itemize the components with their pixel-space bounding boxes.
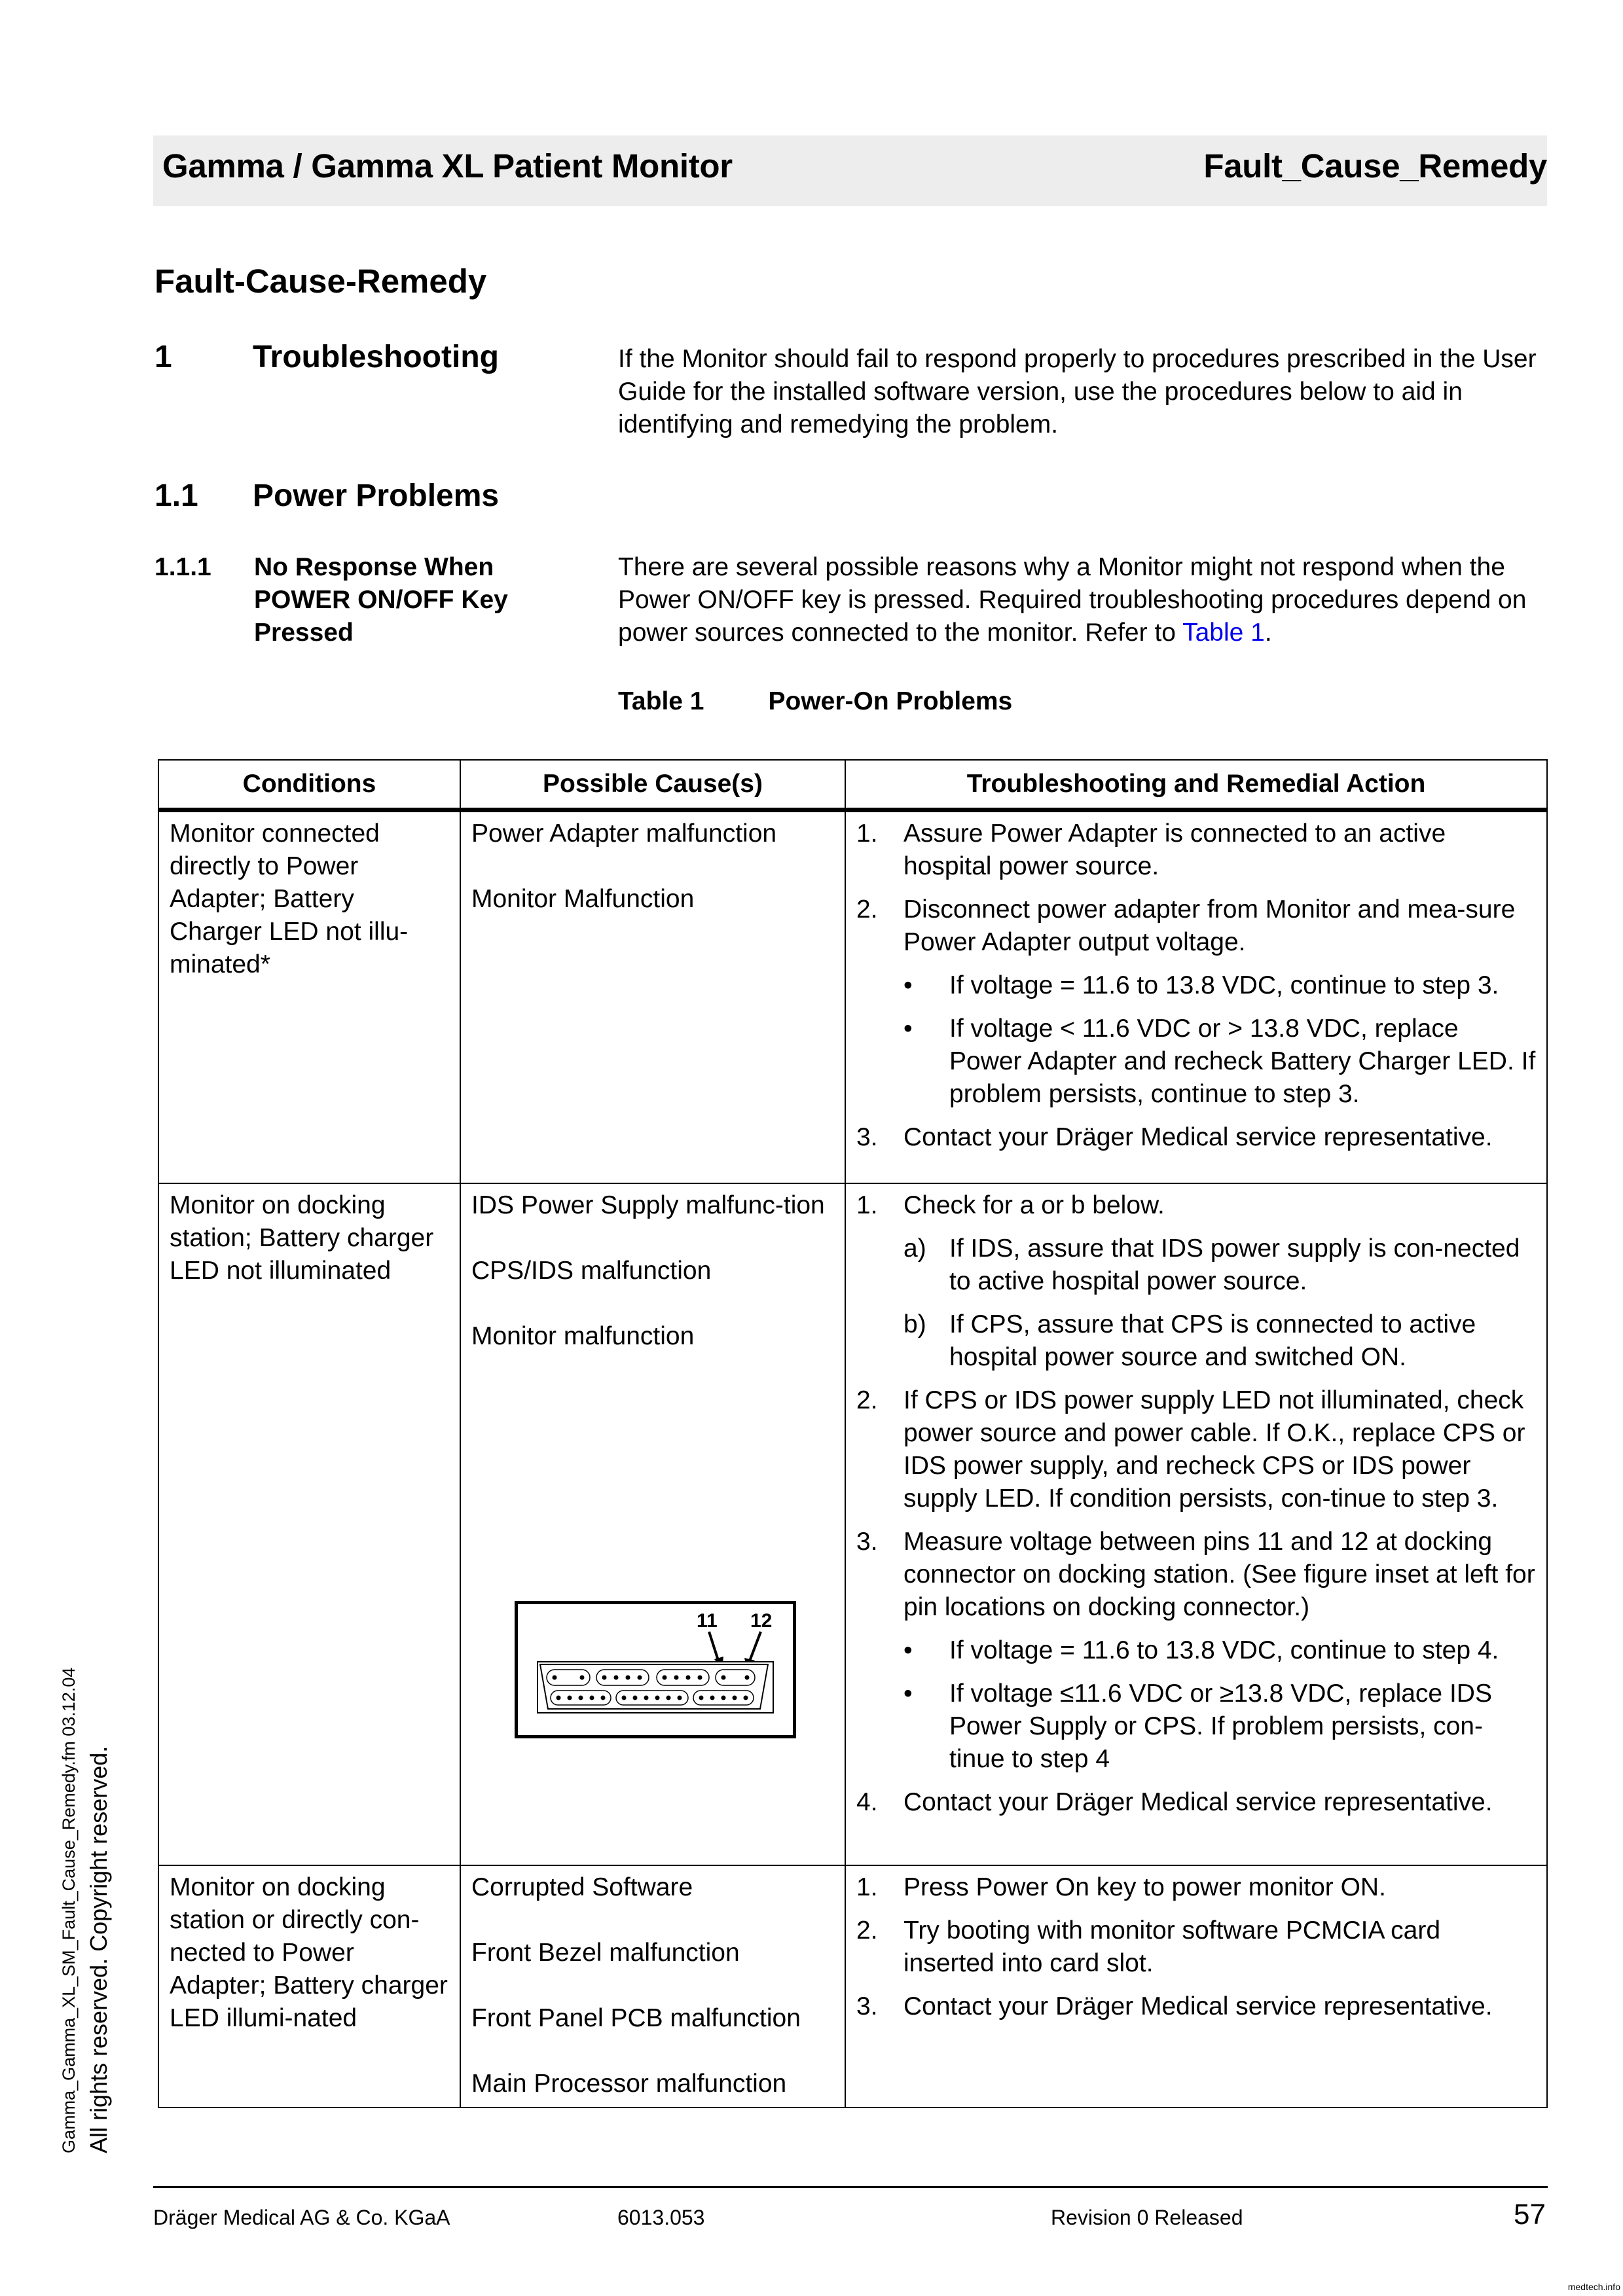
substep-letter: b) — [903, 1310, 926, 1338]
causes-cell — [460, 1183, 845, 1865]
section-1-body: If the Monitor should fail to respond properly to procedures prescribed in the User Guide for the installed software version, use the procedures below to aid in identifying and remedying the problem. — [618, 345, 1537, 439]
header-product-title: Gamma / Gamma XL Patient Monitor — [162, 147, 733, 185]
substep-item — [903, 1232, 1537, 1298]
action-step — [856, 1786, 1537, 1819]
cause-item: Corrupted Software — [471, 1873, 693, 1901]
bullet-item — [903, 1677, 1537, 1776]
pin-12-label: 12 — [750, 1610, 773, 1632]
pin-11-label: 11 — [697, 1610, 718, 1632]
side-file-reference: Gamma_Gamma_XL_SM_Fault_Cause_Remedy.fm 03.12.04 — [59, 1667, 79, 2153]
step-number: 1. — [856, 819, 878, 848]
cause-item: Main Processor malfunction — [471, 2069, 787, 2098]
step-number: 4. — [856, 1787, 878, 1816]
section-1-number: 1 — [155, 340, 172, 374]
substep-text: If CPS, assure that CPS is connected to active hospital power source and switched ON. — [949, 1310, 1476, 1371]
bullet-text: If voltage ≤11.6 VDC or ≥13.8 VDC, replace IDS Power Supply or CPS. If problem persists, con-tinue to step 4 — [949, 1679, 1492, 1773]
bullet-icon: • — [903, 971, 913, 999]
action-cell — [845, 810, 1547, 1183]
bullet-item — [903, 1013, 1537, 1111]
bullet-text: If voltage = 11.6 to 13.8 VDC, continue to step 3. — [949, 971, 1499, 999]
table-caption-label: Table 1 — [618, 687, 704, 715]
table-caption-title: Power-On Problems — [768, 687, 1013, 715]
causes-cell — [460, 810, 845, 1183]
step-text: If CPS or IDS power supply LED not illuminated, check power source and power cable. If O.K., replace CPS or IDS power supply, and recheck CPS or IDS power supply LED. If condition persists, con-tinue to step 3. — [903, 1386, 1525, 1513]
step-text: Measure voltage between pins 11 and 12 at docking connector on docking station. (See figure inset at left for pin locations on docking connector.) — [903, 1527, 1535, 1621]
step-text: Press Power On key to power monitor ON. — [903, 1873, 1386, 1901]
bullet-text: If voltage = 11.6 to 13.8 VDC, continue to step 4. — [949, 1636, 1499, 1664]
action-step — [856, 1189, 1537, 1374]
step-number: 3. — [856, 1527, 878, 1556]
step-number: 1. — [856, 1873, 878, 1901]
step-bullets — [903, 969, 1537, 1111]
action-cell — [845, 1183, 1547, 1865]
step-substeps — [903, 1232, 1537, 1374]
docking-connector-diagram — [518, 1604, 793, 1735]
section-1-1-1-body — [618, 551, 1548, 649]
cause-item: Monitor Malfunction — [471, 885, 695, 913]
cause-item: IDS Power Supply malfunc-tion — [471, 1191, 825, 1219]
docking-connector-figure — [515, 1601, 796, 1738]
section-1-1-1-body-text: There are several possible reasons why a Monitor might not respond when the Power ON/OFF key is pressed. Required troubleshooting procedures depend on power sources connected to the monitor. Refer to — [618, 553, 1527, 647]
action-steps — [856, 1189, 1537, 1819]
bullet-item — [903, 969, 1537, 1002]
side-copyright-notice: All rights reserved. Copyright reserved. — [85, 1746, 112, 2153]
substep-letter: a) — [903, 1234, 926, 1263]
page-title: Fault-Cause-Remedy — [155, 262, 487, 300]
condition-cell: Monitor on docking station; Battery charger LED not illuminated — [158, 1183, 460, 1865]
section-1-1-1-body-end: . — [1264, 619, 1272, 647]
bullet-text: If voltage < 11.6 VDC or > 13.8 VDC, replace Power Adapter and recheck Battery Charger LED. If problem persists, continue to step 3. — [949, 1014, 1536, 1108]
condition-cell: Monitor connected directly to Power Adapter; Battery Charger LED not illu-minated* — [158, 810, 460, 1183]
power-on-problems-table — [158, 759, 1548, 2108]
action-step — [856, 817, 1537, 883]
section-1-1-1-title-line: No Response When — [254, 553, 494, 581]
section-1-1-number: 1.1 — [155, 478, 198, 513]
footer-divider — [153, 2186, 1548, 2188]
step-number: 1. — [856, 1191, 878, 1219]
page-number: 57 — [1514, 2198, 1546, 2231]
bullet-icon: • — [903, 1636, 913, 1664]
step-number: 2. — [856, 1386, 878, 1414]
action-steps — [856, 817, 1537, 1154]
step-number: 3. — [856, 1123, 878, 1151]
action-step — [856, 1384, 1537, 1515]
cause-item: Monitor malfunction — [471, 1321, 695, 1350]
table-caption — [618, 685, 1012, 718]
footer-revision: Revision 0 Released — [1051, 2206, 1243, 2229]
action-cell — [845, 1865, 1547, 2108]
condition-cell: Monitor on docking station or directly con-nected to Power Adapter; Battery charger LED illumi-nated — [158, 1865, 460, 2108]
step-text: Contact your Dräger Medical service representative. — [903, 1992, 1493, 2020]
causes-cell — [460, 1865, 845, 2108]
substep-item — [903, 1308, 1537, 1374]
section-1-1-1-title-line: Pressed — [254, 619, 354, 647]
cause-item: Front Panel PCB malfunction — [471, 2003, 801, 2032]
column-header-action: Troubleshooting and Remedial Action — [845, 760, 1547, 810]
header-chapter-title: Fault_Cause_Remedy — [1203, 147, 1547, 185]
cause-item: Front Bezel malfunction — [471, 1938, 740, 1967]
step-text: Assure Power Adapter is connected to an active hospital power source. — [903, 819, 1446, 880]
action-step — [856, 1871, 1537, 1904]
action-step — [856, 893, 1537, 1111]
action-step — [856, 1914, 1537, 1980]
step-number: 2. — [856, 1916, 878, 1945]
step-bullets — [903, 1634, 1537, 1776]
table-row — [158, 810, 1547, 1183]
section-1-title: Troubleshooting — [253, 340, 499, 374]
step-number: 3. — [856, 1992, 878, 2020]
section-1-1-1-title-line: POWER ON/OFF Key — [254, 586, 508, 614]
step-number: 2. — [856, 895, 878, 924]
bullet-icon: • — [903, 1679, 913, 1708]
footer-doc-number: 6013.053 — [617, 2206, 705, 2229]
action-step — [856, 1990, 1537, 2023]
step-text: Disconnect power adapter from Monitor and mea-sure Power Adapter output voltage. — [903, 895, 1516, 956]
step-text: Contact your Dräger Medical service representative. — [903, 1787, 1493, 1816]
watermark: medtech.info — [1567, 2282, 1620, 2292]
table-row — [158, 1183, 1547, 1865]
action-step — [856, 1526, 1537, 1776]
section-1-1-1-number: 1.1.1 — [155, 553, 211, 581]
column-header-conditions: Conditions — [158, 760, 460, 810]
bullet-item — [903, 1634, 1537, 1667]
cause-item: Power Adapter malfunction — [471, 819, 777, 848]
step-text: Contact your Dräger Medical service representative. — [903, 1123, 1493, 1151]
step-text: Check for a or b below. — [903, 1191, 1165, 1219]
step-text: Try booting with monitor software PCMCIA card inserted into card slot. — [903, 1916, 1441, 1977]
table-row — [158, 1865, 1547, 2108]
substep-text: If IDS, assure that IDS power supply is con-nected to active hospital power source. — [949, 1234, 1520, 1295]
action-steps — [856, 1871, 1537, 2023]
section-1-1-title: Power Problems — [253, 478, 500, 513]
bullet-icon: • — [903, 1014, 913, 1043]
action-step — [856, 1121, 1537, 1154]
table-1-link[interactable]: Table 1 — [1182, 619, 1265, 647]
cause-item: CPS/IDS malfunction — [471, 1256, 712, 1285]
section-1-1-1-title — [254, 551, 508, 649]
table-header-row — [158, 760, 1547, 810]
footer-company: Dräger Medical AG & Co. KGaA — [153, 2206, 450, 2229]
column-header-causes: Possible Cause(s) — [460, 760, 845, 810]
